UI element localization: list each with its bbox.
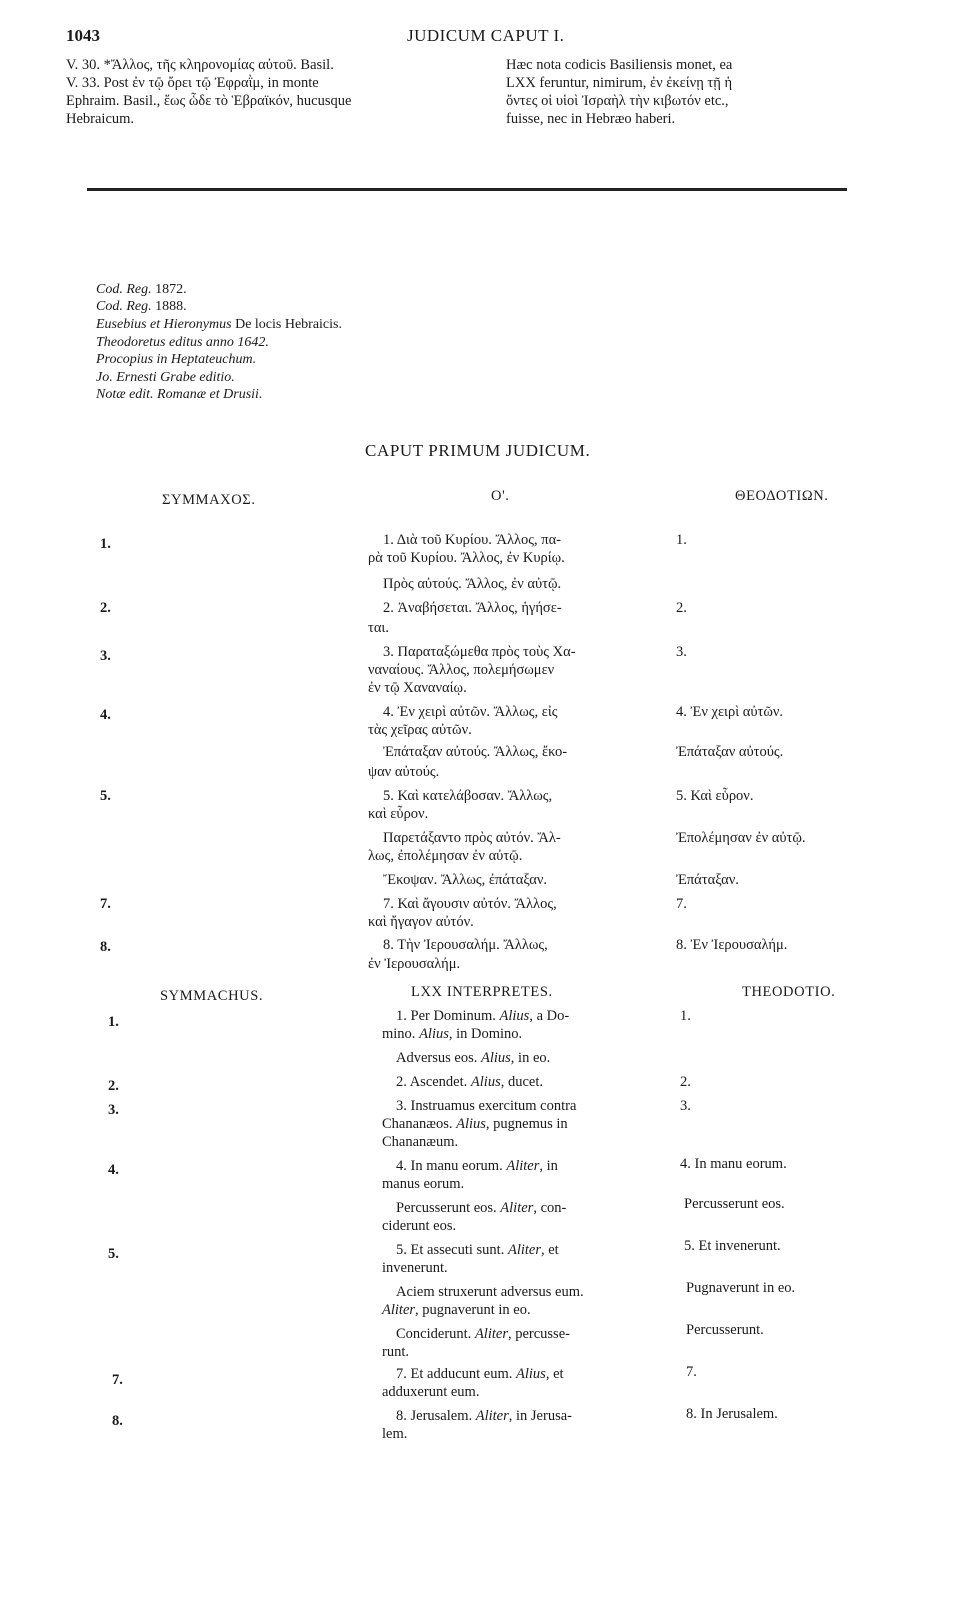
latin-alt-word: Alius — [480, 1050, 511, 1066]
latin-theodotio-line: 3. — [680, 1098, 691, 1114]
latin-verse-number: 2. — [108, 1078, 119, 1094]
greek-lxx-line: Πρὸς αὐτούς. Ἄλλος, ἐν αὐτῷ. — [383, 576, 562, 592]
greek-lxx-line: 3. Παραταξώμεθα πρὸς τοὺς Χα- — [383, 644, 576, 660]
latin-lxx-line — [382, 1176, 464, 1194]
greek-lxx-line: καὶ ἤγαγον αὐτόν. — [368, 914, 474, 930]
latin-verse-number: 8. — [112, 1413, 123, 1429]
latin-text: , pugnemus in — [485, 1116, 568, 1132]
latin-text: , pugnaverunt in eo. — [415, 1302, 531, 1318]
source-italic: Theodoretus editus anno 1642. — [96, 335, 269, 350]
latin-verse-number: 7. — [112, 1372, 123, 1388]
latin-alt-word: Alius — [516, 1366, 546, 1382]
latin-lxx-line — [382, 1302, 531, 1320]
greek-header-theodotion: ΘΕΟΔΟΤΙΩΝ. — [735, 488, 829, 504]
running-head: JUDICUM CAPUT I. — [407, 26, 565, 45]
latin-verse-number: 3. — [108, 1102, 119, 1118]
latin-text: 5. Et assecuti sunt. — [396, 1242, 508, 1258]
latin-text: Chananæos. — [382, 1116, 457, 1132]
greek-verse-number: 4. — [100, 707, 111, 723]
greek-theodotion-line: 8. Ἐν Ἰερουσαλήμ. — [676, 937, 788, 953]
latin-header-symmachus: SYMMACHUS. — [160, 988, 264, 1004]
greek-verse-number: 1. — [100, 536, 111, 552]
greek-theodotion-line: Ἐπάταξαν αὐτούς. — [676, 744, 784, 760]
caput-title: CAPUT PRIMUM JUDICUM. — [365, 441, 591, 460]
source-italic: Eusebius et Hieronymus — [96, 317, 232, 332]
source-plain: De locis Hebraicis. — [231, 317, 342, 332]
latin-theodotio-line: 4. In manu eorum. — [680, 1156, 787, 1172]
source-entry — [96, 386, 262, 404]
source-plain: 1888. — [151, 299, 187, 314]
greek-lxx-line: 7. Καὶ ἄγουσιν αὐτόν. Ἄλλος, — [383, 896, 557, 912]
latin-text: ciderunt eos. — [382, 1218, 457, 1234]
latin-lxx-line — [382, 1218, 456, 1236]
source-entry — [96, 298, 187, 316]
latin-text: , percusse- — [507, 1326, 570, 1342]
latin-verse-number: 1. — [108, 1014, 119, 1030]
latin-lxx-line — [382, 1116, 568, 1134]
latin-text: Percusserunt eos. — [396, 1200, 501, 1216]
latin-header-lxx: LXX INTERPRETES. — [411, 984, 553, 1000]
greek-lxx-line: Ἐπάταξαν αὐτούς. Ἄλλως, ἔκο- — [383, 744, 568, 760]
source-entry — [96, 281, 187, 299]
latin-alt-word: Alius — [456, 1116, 486, 1132]
latin-lxx-line — [382, 1344, 409, 1362]
latin-theodotio-line: Percusserunt eos. — [684, 1196, 785, 1212]
latin-lxx-line — [382, 1384, 479, 1402]
latin-lxx-line — [396, 1200, 566, 1218]
latin-text: 4. In manu eorum. — [396, 1158, 507, 1174]
greek-lxx-line: ἐν Ἰερουσαλήμ. — [368, 956, 461, 972]
source-entry — [96, 334, 269, 352]
source-entry — [96, 351, 256, 369]
latin-theodotio-line: 7. — [686, 1364, 697, 1380]
greek-theodotion-line: 3. — [676, 644, 687, 660]
greek-theodotion-line: Ἐπολέμησαν ἐν αὐτῷ. — [676, 830, 806, 846]
greek-theodotion-line: 1. — [676, 532, 687, 548]
latin-lxx-line — [396, 1158, 558, 1176]
latin-lxx-line — [382, 1026, 522, 1044]
latin-text: , et — [545, 1366, 564, 1382]
latin-text: , in Jerusa- — [508, 1408, 572, 1424]
greek-lxx-line: ψαν αὐτούς. — [368, 764, 440, 780]
latin-alt-word: Aliter — [500, 1200, 534, 1216]
greek-verse-number: 7. — [100, 896, 111, 912]
source-entry — [96, 316, 342, 334]
latin-lxx-line — [396, 1242, 559, 1260]
latin-lxx-line — [382, 1426, 407, 1444]
greek-lxx-line: 2. Ἀναβήσεται. Ἄλλος, ἡγήσε- — [383, 600, 562, 616]
greek-lxx-line: Παρετάξαντο πρὸς αὐτόν. Ἄλ- — [383, 830, 561, 846]
latin-theodotio-line: 5. Et invenerunt. — [684, 1238, 781, 1254]
note-left-line: Ephraim. Basil., ἕως ὧδε τὸ Ἑβραϊκόν, hucusque — [66, 93, 352, 109]
greek-lxx-line: Ἔκοψαν. Ἄλλως, ἐπάταξαν. — [383, 872, 548, 888]
greek-header-lxx: Ο'. — [491, 488, 510, 504]
greek-lxx-line: 4. Ἐν χειρὶ αὐτῶν. Ἄλλως, εἰς — [383, 704, 558, 720]
source-italic: Procopius in Heptateuchum. — [96, 352, 257, 367]
greek-lxx-line: 8. Τὴν Ἰερουσαλήμ. Ἄλλως, — [383, 937, 548, 953]
latin-alt-word: Alius — [470, 1074, 501, 1090]
note-right-line: fuisse, nec in Hebræo haberi. — [506, 111, 676, 127]
latin-text: manus eorum. — [382, 1176, 465, 1192]
latin-text: 2. Ascendet. — [396, 1074, 471, 1090]
greek-lxx-line: τὰς χεῖρας αὐτῶν. — [368, 722, 472, 738]
greek-lxx-line: καὶ εὗρον. — [368, 806, 429, 822]
latin-text: lem. — [382, 1426, 408, 1442]
latin-lxx-line — [396, 1284, 584, 1302]
latin-alt-word: Aliter — [382, 1302, 416, 1318]
latin-lxx-line — [396, 1050, 550, 1068]
latin-text: 7. Et adducunt eum. — [396, 1366, 517, 1382]
source-italic: Cod. Reg. — [96, 282, 152, 297]
greek-header-symmachus: ΣΥΜΜΑΧΟΣ. — [162, 492, 256, 508]
note-left-line: Hebraicum. — [66, 111, 135, 127]
latin-lxx-line — [396, 1408, 572, 1426]
source-italic: Cod. Reg. — [96, 299, 152, 314]
greek-lxx-line: λως, ἐπολέμησαν ἐν αὐτῷ. — [368, 848, 523, 864]
latin-alt-word: Aliter — [475, 1408, 509, 1424]
latin-theodotio-line: 8. In Jerusalem. — [686, 1406, 778, 1422]
source-italic: Notæ edit. Romanæ et Drusii. — [96, 387, 263, 402]
latin-text: runt. — [382, 1344, 409, 1360]
greek-theodotion-line: Ἐπάταξαν. — [676, 872, 739, 888]
latin-text: adduxerunt eum. — [382, 1384, 480, 1400]
latin-alt-word: Alius — [499, 1008, 530, 1024]
greek-verse-number: 8. — [100, 939, 111, 955]
latin-theodotio-line: Pugnaverunt in eo. — [686, 1280, 796, 1296]
latin-text: 1. Per Dominum. — [396, 1008, 500, 1024]
greek-verse-number: 5. — [100, 788, 111, 804]
greek-theodotion-line: 7. — [676, 896, 687, 912]
latin-header-theodotio: THEODOTIO. — [742, 984, 836, 1000]
greek-lxx-line: ἐν τῷ Χαναναίῳ. — [368, 680, 467, 696]
latin-text: 8. Jerusalem. — [396, 1408, 476, 1424]
latin-text: , in eo. — [510, 1050, 551, 1066]
latin-text: , in — [539, 1158, 558, 1174]
latin-verse-number: 4. — [108, 1162, 119, 1178]
latin-text: mino. — [382, 1026, 420, 1042]
greek-theodotion-line: 2. — [676, 600, 687, 616]
greek-lxx-line: ναναίους. Ἄλλος, πολεμήσωμεν — [368, 662, 555, 678]
greek-theodotion-line: 5. Καὶ εὗρον. — [676, 788, 754, 804]
greek-verse-number: 2. — [100, 600, 111, 616]
latin-theodotio-line: Percusserunt. — [686, 1322, 764, 1338]
latin-text: , ducet. — [500, 1074, 543, 1090]
latin-text: , con- — [533, 1200, 567, 1216]
note-left-line: V. 33. Post ἐν τῷ ὄρει τῷ Ἐφραῒμ, in monte — [66, 75, 319, 91]
note-left-line: V. 30. *Ἄλλος, τῆς κληρονομίας αὐτοῦ. Basil. — [66, 57, 334, 73]
page-number: 1043 — [66, 26, 100, 45]
source-plain: 1872. — [151, 282, 187, 297]
source-entry — [96, 369, 235, 387]
source-italic: Jo. Ernesti Grabe editio. — [96, 370, 235, 385]
note-right-line: ὄντες οἱ υἱοὶ Ἰσραὴλ τὴν κιβωτόν etc., — [506, 93, 729, 109]
latin-text: , a Do- — [529, 1008, 570, 1024]
latin-text: Aciem struxerunt adversus eum. — [396, 1284, 584, 1300]
latin-alt-word: Aliter — [506, 1158, 540, 1174]
greek-lxx-line: 5. Καὶ κατελάβοσαν. Ἄλλως, — [383, 788, 553, 804]
greek-lxx-line: ται. — [368, 620, 389, 636]
latin-text: Conciderunt. — [396, 1326, 475, 1342]
greek-theodotion-line: 4. Ἐν χειρὶ αὐτῶν. — [676, 704, 784, 720]
latin-lxx-line — [382, 1134, 458, 1152]
latin-alt-word: Aliter — [474, 1326, 508, 1342]
latin-lxx-line — [396, 1366, 564, 1384]
latin-text: invenerunt. — [382, 1260, 448, 1276]
note-right-line: Hæc nota codicis Basiliensis monet, ea — [506, 57, 733, 73]
latin-lxx-line — [396, 1074, 543, 1092]
latin-lxx-line — [396, 1098, 576, 1116]
latin-lxx-line — [382, 1260, 448, 1278]
latin-text: , in Domino. — [448, 1026, 523, 1042]
latin-alt-word: Aliter — [507, 1242, 541, 1258]
latin-text: Chananæum. — [382, 1134, 459, 1150]
latin-theodotio-line: 2. — [680, 1074, 691, 1090]
latin-text: Adversus eos. — [396, 1050, 481, 1066]
latin-text: 3. Instruamus exercitum contra — [396, 1098, 577, 1114]
greek-verse-number: 3. — [100, 648, 111, 664]
latin-theodotio-line: 1. — [680, 1008, 691, 1024]
greek-lxx-line: 1. Διὰ τοῦ Κυρίου. Ἄλλος, πα- — [383, 532, 562, 548]
latin-lxx-line — [396, 1008, 569, 1026]
greek-lxx-line: ρὰ τοῦ Κυρίου. Ἄλλος, ἐν Κυρίῳ. — [368, 550, 565, 566]
latin-text: , et — [541, 1242, 559, 1258]
latin-lxx-line — [396, 1326, 570, 1344]
latin-verse-number: 5. — [108, 1246, 119, 1262]
horizontal-rule — [87, 188, 847, 191]
note-right-line: LXX feruntur, nimirum, ἐν ἐκείνῃ τῇ ἡ — [506, 75, 733, 91]
latin-alt-word: Alius — [419, 1026, 449, 1042]
